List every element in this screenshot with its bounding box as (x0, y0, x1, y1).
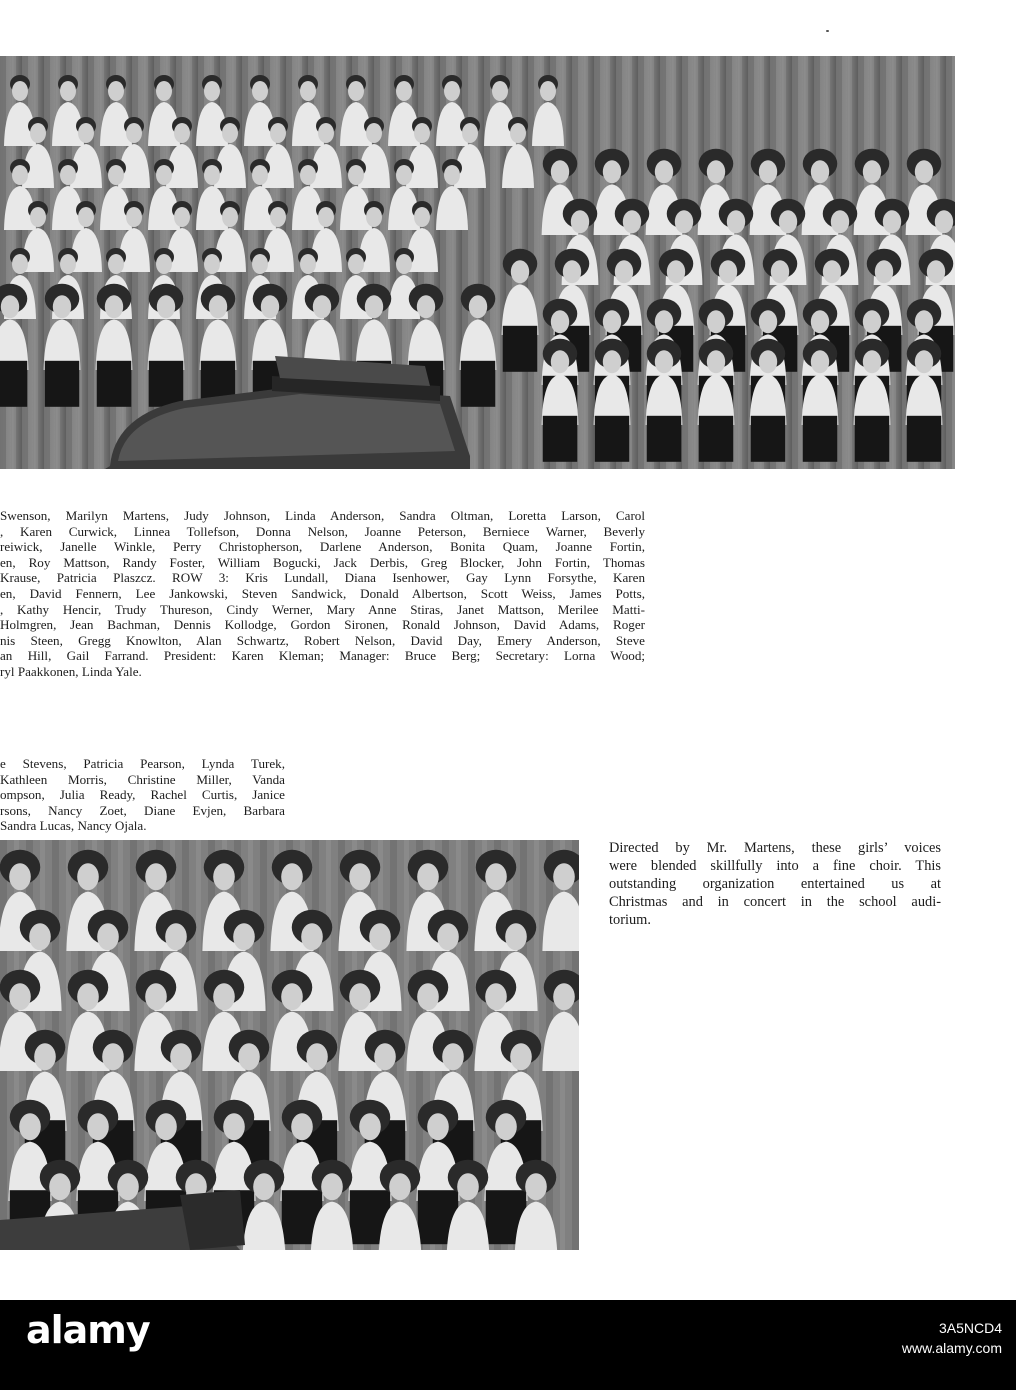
alamy-logo: alamy (26, 1308, 150, 1352)
description-line: were blended skillfully into a fine choir. This (609, 858, 941, 874)
stock-image-id: 3A5NCD4 (938, 1320, 1002, 1336)
caption-line: ompson, Julia Ready, Rachel Curtis, Janice (0, 787, 285, 803)
description-line: Directed by Mr. Martens, these girls’ voices (609, 840, 941, 856)
caption-line: , Kathy Hencir, Trudy Thureson, Cindy Werner, Mary Anne Stiras, Janet Mattson, Merilee Matti- (0, 601, 645, 617)
caption-line: ryl Paakkonen, Linda Yale. (0, 663, 142, 679)
caption-line: Sandra Lucas, Nancy Ojala. (0, 818, 147, 834)
caption-line: Holmgren, Jean Bachman, Dennis Kollodge, Gordon Sironen, Ronald Johnson, David Adams, Roger (0, 617, 645, 633)
mixed-choir-photo (0, 56, 955, 469)
caption-line: nis Steen, Gregg Knowlton, Alan Schwartz, Robert Nelson, David Day, Emery Anderson, Steve (0, 632, 645, 648)
stock-image-info (902, 1318, 1002, 1358)
caption-line: en, Roy Mattson, Randy Foster, William Bogucki, Jack Derbis, Greg Blocker, John Fortin, Thomas (0, 554, 645, 570)
description-line: torium. (609, 912, 651, 928)
mixed-choir-photo-art (0, 56, 955, 469)
girls-choir-photo (0, 840, 579, 1250)
stock-site-url: www.alamy.com (901, 1340, 1002, 1356)
description-line: Christmas and in concert in the school audi- (609, 894, 941, 910)
girls-choir-photo-art (0, 840, 579, 1250)
caption-line: Kathleen Morris, Christine Miller, Vanda (0, 771, 285, 787)
stock-watermark-bar (0, 1300, 1016, 1390)
caption-line: e Stevens, Patricia Pearson, Lynda Turek, (0, 756, 285, 771)
caption-line: reiwick, Janelle Winkle, Perry Christopherson, Darlene Anderson, Bonita Quam, Joanne Fortin, (0, 539, 645, 555)
choir-description (609, 839, 941, 929)
caption-line: en, David Fennern, Lee Jankowski, Steven Sandwick, Donald Albertson, Scott Weiss, James Potts, (0, 585, 645, 601)
description-line: outstanding organization entertained us at (609, 876, 941, 892)
mixed-choir-caption (0, 508, 645, 680)
caption-line: rsons, Nancy Zoet, Diane Evjen, Barbara (0, 802, 285, 818)
girls-choir-caption (0, 756, 285, 834)
print-speck (826, 30, 829, 32)
caption-line: Krause, Patricia Plaszcz. ROW 3: Kris Lundall, Diana Isenhower, Gay Lynn Forsythe, Karen (0, 570, 645, 586)
caption-line: , Karen Curwick, Linnea Tollefson, Donna Nelson, Joanne Peterson, Berniece Warner, Beverly (0, 523, 645, 539)
caption-line: an Hill, Gail Farrand. President: Karen Kleman; Manager: Bruce Berg; Secretary: Lorna Wood; (0, 648, 645, 664)
caption-line: Swenson, Marilyn Martens, Judy Johnson, Linda Anderson, Sandra Oltman, Loretta Larson, Carol (0, 508, 645, 523)
